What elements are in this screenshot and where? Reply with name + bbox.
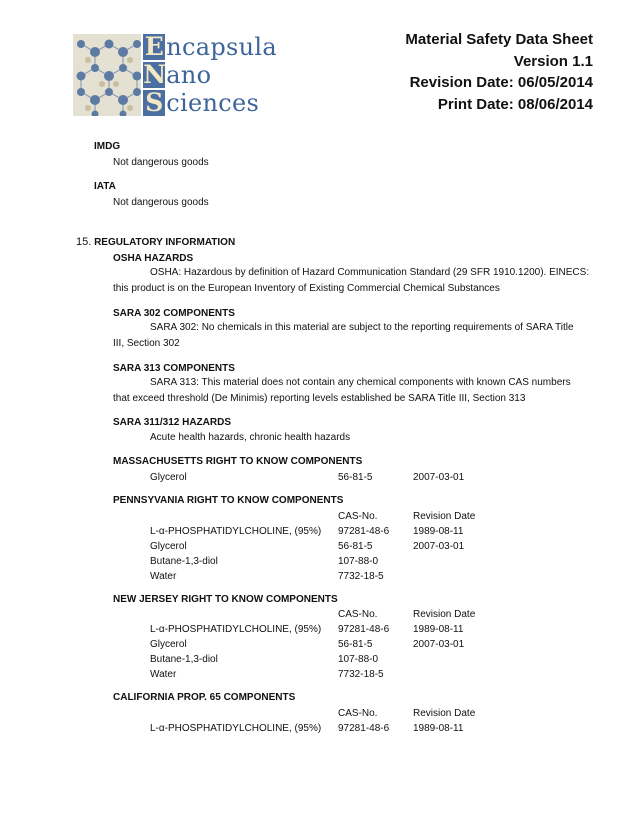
component-name: L-α-PHOSPHATIDYLCHOLINE, (95%) xyxy=(150,723,322,734)
sara313-heading: SARA 313 COMPONENTS xyxy=(113,363,235,374)
pennsylvania-heading: PENNSYVANIA RIGHT TO KNOW COMPONENTS xyxy=(113,495,344,506)
component-date: 1989-08-11 xyxy=(413,723,464,734)
logo-cap-s: S xyxy=(145,88,164,117)
massachusetts-heading: MASSACHUSETTS RIGHT TO KNOW COMPONENTS xyxy=(113,456,363,467)
column-header-revision-date: Revision Date xyxy=(413,609,476,620)
version-label: Version 1.1 xyxy=(513,52,593,70)
component-cas: 97281-48-6 xyxy=(338,624,390,635)
logo-cap-e: E xyxy=(144,32,164,61)
new-jersey-heading: NEW JERSEY RIGHT TO KNOW COMPONENTS xyxy=(113,594,338,605)
component-cas: 97281-48-6 xyxy=(338,526,390,537)
osha-heading: OSHA HAZARDS xyxy=(113,253,194,264)
component-name: Butane-1,3-diol xyxy=(150,556,218,567)
component-cas: 107-88-0 xyxy=(338,654,379,665)
component-date: 2007-03-01 xyxy=(413,541,465,552)
column-header-revision-date: Revision Date xyxy=(413,708,476,719)
logo-text-sciences: ciences xyxy=(166,89,260,117)
sara311-heading: SARA 311/312 HAZARDS xyxy=(113,417,232,428)
imdg-heading: IMDG xyxy=(94,141,121,152)
component-name: Glycerol xyxy=(150,639,187,650)
component-cas: 56-81-5 xyxy=(338,541,373,552)
logo-text-nano: ano xyxy=(166,61,212,89)
imdg-value: Not dangerous goods xyxy=(113,157,209,168)
component-cas: 97281-48-6 xyxy=(338,723,390,734)
component-cas: 56-81-5 xyxy=(338,472,373,483)
sara313-text-line1: SARA 313: This material does not contain any chemical components with known CAS numbers xyxy=(150,377,571,388)
revision-date: Revision Date: 06/05/2014 xyxy=(409,74,593,91)
component-date: 2007-03-01 xyxy=(413,472,465,483)
osha-text-line2: this product is on the European Inventory of Existing Commercial Chemical Substances xyxy=(113,283,500,294)
document-title: Material Safety Data Sheet xyxy=(405,31,593,48)
component-name: L-α-PHOSPHATIDYLCHOLINE, (95%) xyxy=(150,526,322,537)
print-date: Print Date: 08/06/2014 xyxy=(437,95,593,113)
component-name: Glycerol xyxy=(150,541,187,552)
component-name: Butane-1,3-diol xyxy=(150,654,218,665)
component-cas: 107-88-0 xyxy=(338,556,379,567)
sara302-heading: SARA 302 COMPONENTS xyxy=(113,308,235,319)
component-name: Water xyxy=(150,571,177,582)
logo-cap-n: N xyxy=(143,60,167,89)
iata-value: Not dangerous goods xyxy=(113,197,209,208)
section-title: REGULATORY INFORMATION xyxy=(94,237,236,248)
component-name: Water xyxy=(150,669,177,680)
column-header-cas: CAS-No. xyxy=(338,609,378,620)
component-date: 2007-03-01 xyxy=(413,639,465,650)
component-name: L-α-PHOSPHATIDYLCHOLINE, (95%) xyxy=(150,624,322,635)
section-15-heading xyxy=(76,236,235,249)
sara313-text-line2: that exceed threshold (De Minimis) reporting levels established be SARA Title III, Section 313 xyxy=(113,393,526,404)
iata-heading: IATA xyxy=(94,181,116,192)
sara302-text-line2: III, Section 302 xyxy=(113,338,180,349)
sara311-text: Acute health hazards, chronic health hazards xyxy=(150,432,351,443)
logo-text-encapsula: ncapsula xyxy=(166,33,277,61)
column-header-cas: CAS-No. xyxy=(338,708,378,719)
column-header-cas: CAS-No. xyxy=(338,511,378,522)
component-cas: 7732-18-5 xyxy=(338,669,384,680)
sara302-text-line1: SARA 302: No chemicals in this material are subject to the reporting requirements of SARA Title xyxy=(150,322,574,333)
column-header-revision-date: Revision Date xyxy=(413,511,476,522)
section-number: 15. xyxy=(76,236,92,248)
component-date: 1989-08-11 xyxy=(413,624,464,635)
component-cas: 7732-18-5 xyxy=(338,571,384,582)
california-heading: CALIFORNIA PROP. 65 COMPONENTS xyxy=(113,692,296,703)
osha-text-line1: OSHA: Hazardous by definition of Hazard Communication Standard (29 SFR 1910.1200). EINECS: xyxy=(150,267,590,278)
component-cas: 56-81-5 xyxy=(338,639,373,650)
component-name: Glycerol xyxy=(150,472,187,483)
component-date: 1989-08-11 xyxy=(413,526,464,537)
